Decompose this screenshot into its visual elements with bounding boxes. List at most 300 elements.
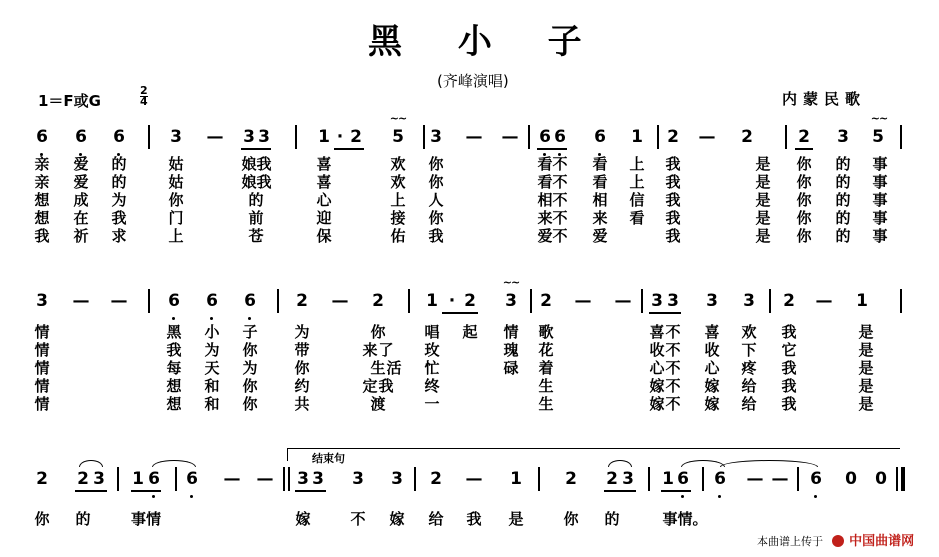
- note: —: [110, 291, 128, 311]
- note: —: [72, 291, 90, 311]
- lyric: 不: [552, 227, 568, 245]
- lyric: 你: [370, 323, 386, 341]
- note: ·: [448, 291, 456, 311]
- lyric: 不: [665, 359, 681, 377]
- note: 0: [845, 469, 857, 489]
- note: 6: [75, 127, 87, 147]
- octave-dot: [172, 317, 175, 320]
- note: 3: [505, 291, 517, 311]
- lyric: 是: [755, 155, 771, 173]
- upload-note: 本曲谱上传于: [757, 535, 823, 548]
- lyric: 心: [649, 359, 665, 377]
- lyric: 事: [872, 209, 888, 227]
- lyric: 你: [428, 155, 444, 173]
- lyric: 是: [858, 341, 874, 359]
- lyric: 不: [552, 173, 568, 191]
- site-logo[interactable]: [832, 530, 914, 549]
- note: 3: [258, 127, 270, 147]
- lyric: 给: [741, 377, 757, 395]
- lyric: 情: [503, 323, 519, 341]
- lyric: 门: [168, 209, 184, 227]
- lyric: 渡: [370, 395, 386, 413]
- octave-dot: [190, 495, 193, 498]
- lyric: 生: [370, 359, 386, 377]
- lyric: 是: [858, 395, 874, 413]
- lyric: 的: [111, 155, 127, 173]
- note: 3: [706, 291, 718, 311]
- song-origin: 内蒙民歌: [782, 90, 867, 108]
- lyric: 喜: [649, 323, 665, 341]
- lyric: 是: [858, 359, 874, 377]
- lyric: 不: [665, 377, 681, 395]
- lyric: 我: [665, 209, 681, 227]
- lyric: 上: [629, 173, 645, 191]
- note: 3: [743, 291, 755, 311]
- lyric: 我: [665, 173, 681, 191]
- note: —: [465, 127, 483, 147]
- underline-beam: [295, 490, 326, 492]
- notation-line-3: [0, 467, 939, 493]
- note: 6: [539, 127, 551, 147]
- lyric: 情: [34, 341, 50, 359]
- note: —: [206, 127, 224, 147]
- lyric: 给: [428, 510, 444, 528]
- lyric: 姑: [168, 173, 184, 191]
- lyric: 嫁: [649, 395, 665, 413]
- lyric: 你: [242, 377, 258, 395]
- lyric: 一: [424, 395, 440, 413]
- lyric: 它: [781, 341, 797, 359]
- lyric: 我: [256, 173, 272, 191]
- lyric: 嫁: [649, 377, 665, 395]
- lyric: 花: [538, 341, 554, 359]
- lyric: 你: [34, 510, 50, 528]
- barline: [900, 125, 902, 149]
- lyric: 我: [378, 377, 394, 395]
- underline-beam: [604, 490, 636, 492]
- lyric: 事: [872, 173, 888, 191]
- lyric: 上: [168, 227, 184, 245]
- note: 3: [243, 127, 255, 147]
- lyric: 喜: [704, 323, 720, 341]
- lyric: 下: [741, 341, 757, 359]
- lyric: 上: [390, 191, 406, 209]
- lyric: 是: [755, 227, 771, 245]
- barline: [295, 125, 297, 149]
- note: 2: [464, 291, 476, 311]
- note: 2: [606, 469, 618, 489]
- lyric: 想: [166, 377, 182, 395]
- note: 2: [372, 291, 384, 311]
- lyric: 生: [538, 377, 554, 395]
- barline: [528, 125, 530, 149]
- lyric: 喜: [316, 155, 332, 173]
- barline: [769, 289, 771, 313]
- note: 3: [837, 127, 849, 147]
- note: 6: [244, 291, 256, 311]
- barline: [901, 467, 905, 491]
- lyric: 我: [665, 227, 681, 245]
- lyric: 相: [592, 191, 608, 209]
- underline-beam: [537, 148, 567, 150]
- note: 5: [872, 127, 884, 147]
- lyric: 忙: [424, 359, 440, 377]
- lyric: 歌: [538, 323, 554, 341]
- lyric: 娘: [241, 155, 257, 173]
- note: 2: [430, 469, 442, 489]
- lyric: 你: [428, 209, 444, 227]
- note: —: [815, 291, 833, 311]
- note: 6: [186, 469, 198, 489]
- note: 3: [352, 469, 364, 489]
- note: —: [331, 291, 349, 311]
- song-title: 黑 小 子: [368, 22, 604, 62]
- key-signature: 1＝F或G: [38, 92, 101, 110]
- barline: [900, 289, 902, 313]
- underline-beam: [661, 490, 691, 492]
- lyric: 事: [872, 155, 888, 173]
- lyric: 我: [781, 395, 797, 413]
- lyric: 的: [75, 510, 91, 528]
- barline: [896, 467, 898, 491]
- lyric: 来: [592, 209, 608, 227]
- note: 3: [36, 291, 48, 311]
- note: 2: [296, 291, 308, 311]
- note: 3: [430, 127, 442, 147]
- note: 1: [510, 469, 522, 489]
- note: 6: [113, 127, 125, 147]
- barline: [148, 125, 150, 149]
- lyric: 想: [34, 209, 50, 227]
- barline: [175, 467, 177, 491]
- lyric: 看: [629, 209, 645, 227]
- lyric: 不: [665, 341, 681, 359]
- note: 2: [77, 469, 89, 489]
- lyric: 是: [755, 173, 771, 191]
- lyric: 佑: [390, 227, 406, 245]
- lyric: 是: [755, 191, 771, 209]
- lyric: 求: [111, 227, 127, 245]
- lyric: 嫁: [704, 377, 720, 395]
- barline: [648, 467, 650, 491]
- lyric: 人: [428, 191, 444, 209]
- lyric: 的: [835, 191, 851, 209]
- barline: [288, 467, 290, 491]
- barline: [277, 289, 279, 313]
- note: —: [698, 127, 716, 147]
- lyric: 给: [741, 395, 757, 413]
- note: —: [465, 469, 483, 489]
- lyric: 欢: [741, 323, 757, 341]
- underline-beam: [795, 148, 813, 150]
- barline: [785, 125, 787, 149]
- note: 2: [36, 469, 48, 489]
- lyric: 收: [704, 341, 720, 359]
- underline-beam: [131, 490, 161, 492]
- lyric: 带: [294, 341, 310, 359]
- note: 2: [350, 127, 362, 147]
- lyric: 爱: [537, 227, 553, 245]
- barline: [641, 289, 643, 313]
- lyric: 为: [294, 323, 310, 341]
- lyric: 爱: [73, 173, 89, 191]
- lyric: 碌: [503, 359, 519, 377]
- note: 2: [565, 469, 577, 489]
- lyric: 我: [166, 341, 182, 359]
- tie-slur: [608, 460, 632, 467]
- lyric: 事: [872, 227, 888, 245]
- notation-line-1: [0, 125, 939, 151]
- lyric: 的: [835, 209, 851, 227]
- note: 1: [132, 469, 144, 489]
- lyric: 是: [508, 510, 524, 528]
- note: 3: [297, 469, 309, 489]
- lyric: 相: [537, 191, 553, 209]
- trill-mark: ~~: [502, 276, 520, 289]
- lyric: 看: [592, 173, 608, 191]
- lyric: 亲: [34, 155, 50, 173]
- barline: [657, 125, 659, 149]
- lyric: 的: [835, 173, 851, 191]
- barline: [408, 289, 410, 313]
- lyric: 的: [835, 227, 851, 245]
- lyric: 你: [294, 359, 310, 377]
- note: ·: [336, 127, 344, 147]
- barline: [797, 467, 799, 491]
- lyric: 你: [796, 209, 812, 227]
- note: 5: [392, 127, 404, 147]
- note: 1: [426, 291, 438, 311]
- note: —: [223, 469, 241, 489]
- underline-beam: [442, 312, 478, 314]
- note: 1: [662, 469, 674, 489]
- lyric: 情: [34, 359, 50, 377]
- lyric: 不: [350, 510, 366, 528]
- note: 3: [93, 469, 105, 489]
- lyric: 不: [665, 323, 681, 341]
- lyric: 事情。: [662, 510, 708, 528]
- note: 6: [168, 291, 180, 311]
- lyric: 情: [34, 395, 50, 413]
- lyric: 子: [242, 323, 258, 341]
- tie-slur: [720, 460, 818, 467]
- note: 3: [667, 291, 679, 311]
- time-signature: 2 4: [140, 84, 148, 108]
- lyric: 的: [248, 191, 264, 209]
- barline: [414, 467, 416, 491]
- note: —: [771, 469, 789, 489]
- lyric: 的: [604, 510, 620, 528]
- lyric: 我: [665, 155, 681, 173]
- lyric: 玫: [424, 341, 440, 359]
- lyric: 你: [428, 173, 444, 191]
- note: 2: [783, 291, 795, 311]
- tie-slur: [152, 460, 196, 467]
- lyric: 情: [34, 377, 50, 395]
- lyric: 来: [537, 209, 553, 227]
- lyric: 我: [466, 510, 482, 528]
- lyric: 为: [242, 359, 258, 377]
- barline: [148, 289, 150, 313]
- lyric: 我: [256, 155, 272, 173]
- note: 6: [554, 127, 566, 147]
- note: 2: [540, 291, 552, 311]
- lyric: 瑰: [503, 341, 519, 359]
- note: 2: [741, 127, 753, 147]
- note: 1: [856, 291, 868, 311]
- lyric: 你: [796, 191, 812, 209]
- lyric: 看: [537, 155, 553, 173]
- note: —: [574, 291, 592, 311]
- lyric: 是: [755, 209, 771, 227]
- lyric: 成: [73, 191, 89, 209]
- lyric: 欢: [390, 173, 406, 191]
- lyric: 共: [294, 395, 310, 413]
- underline-beam: [241, 148, 271, 150]
- barline: [538, 467, 540, 491]
- site-logo-icon: [832, 535, 844, 547]
- lyric: 生: [538, 395, 554, 413]
- note: 3: [622, 469, 634, 489]
- lyric: 不: [552, 209, 568, 227]
- lyric: 不: [665, 395, 681, 413]
- lyric: 嫁: [389, 510, 405, 528]
- lyric: 每: [166, 359, 182, 377]
- lyric: 为: [204, 341, 220, 359]
- lyric: 嫁: [295, 510, 311, 528]
- lyric: 迎: [316, 209, 332, 227]
- lyric: 苍: [248, 227, 264, 245]
- lyric: 定: [362, 377, 378, 395]
- underline-beam: [334, 148, 364, 150]
- lyric: 收: [649, 341, 665, 359]
- lyric: 嫁: [704, 395, 720, 413]
- lyric: 你: [168, 191, 184, 209]
- note: 6: [206, 291, 218, 311]
- lyric: 想: [166, 395, 182, 413]
- barline: [702, 467, 704, 491]
- octave-dot: [152, 495, 155, 498]
- note: 1: [631, 127, 643, 147]
- lyric: 看: [592, 155, 608, 173]
- lyric: 的: [835, 155, 851, 173]
- note: 2: [667, 127, 679, 147]
- lyric: 想: [34, 191, 50, 209]
- notation-line-2: [0, 289, 939, 315]
- barline: [530, 289, 532, 313]
- singer-credit: (齐峰演唱): [437, 72, 509, 90]
- lyric: 是: [858, 377, 874, 395]
- lyric: 来: [362, 341, 378, 359]
- lyric: 看: [537, 173, 553, 191]
- ending-label: 结束句: [312, 452, 345, 465]
- lyric: 祈: [73, 227, 89, 245]
- lyric: 我: [428, 227, 444, 245]
- lyric: 和: [204, 377, 220, 395]
- site-logo-text: 中国曲谱网: [849, 534, 915, 549]
- barline: [423, 125, 425, 149]
- lyric: 是: [858, 323, 874, 341]
- lyric: 心: [316, 191, 332, 209]
- lyric: 事: [872, 191, 888, 209]
- octave-dot: [814, 495, 817, 498]
- lyric: 上: [629, 155, 645, 173]
- underline-beam: [649, 312, 681, 314]
- note: 3: [170, 127, 182, 147]
- note: —: [746, 469, 764, 489]
- lyric: 欢: [390, 155, 406, 173]
- barline: [117, 467, 119, 491]
- octave-dot: [210, 317, 213, 320]
- lyric: 爱: [73, 155, 89, 173]
- lyric: 和: [204, 395, 220, 413]
- underline-beam: [75, 490, 107, 492]
- lyric: 的: [111, 173, 127, 191]
- lyric: 姑: [168, 155, 184, 173]
- barline: [283, 467, 285, 491]
- tie-slur: [681, 460, 725, 467]
- note: 3: [651, 291, 663, 311]
- lyric: 信: [629, 191, 645, 209]
- lyric: 前: [248, 209, 264, 227]
- lyric: 我: [34, 227, 50, 245]
- lyric: 疼: [741, 359, 757, 377]
- lyric: 小: [204, 323, 220, 341]
- lyric: 活: [386, 359, 402, 377]
- note: —: [614, 291, 632, 311]
- lyric: 不: [552, 191, 568, 209]
- note: 6: [810, 469, 822, 489]
- lyric: 在: [73, 209, 89, 227]
- lyric: 心: [704, 359, 720, 377]
- lyric: 亲: [34, 173, 50, 191]
- note: 6: [594, 127, 606, 147]
- note: 6: [677, 469, 689, 489]
- note: —: [256, 469, 274, 489]
- note: 1: [318, 127, 330, 147]
- lyric: 唱: [424, 323, 440, 341]
- note: 3: [312, 469, 324, 489]
- note: 6: [36, 127, 48, 147]
- tie-slur: [79, 460, 103, 467]
- lyric: 我: [665, 191, 681, 209]
- lyric: 我: [781, 359, 797, 377]
- lyric: 为: [111, 191, 127, 209]
- octave-dot: [248, 317, 251, 320]
- lyric: 娘: [241, 173, 257, 191]
- lyric: 你: [796, 173, 812, 191]
- lyric: 情: [34, 323, 50, 341]
- lyric: 终: [424, 377, 440, 395]
- lyric: 爱: [592, 227, 608, 245]
- lyric: 你: [796, 155, 812, 173]
- note: 3: [391, 469, 403, 489]
- lyric: 起: [462, 323, 478, 341]
- lyric: 你: [242, 395, 258, 413]
- lyric: 你: [563, 510, 579, 528]
- lyric: 天: [204, 359, 220, 377]
- lyric: 黑: [166, 323, 182, 341]
- note: —: [501, 127, 519, 147]
- octave-dot: [718, 495, 721, 498]
- octave-dot: [681, 495, 684, 498]
- note: 2: [798, 127, 810, 147]
- lyric: 了: [378, 341, 394, 359]
- lyric: 不: [552, 155, 568, 173]
- note: 0: [875, 469, 887, 489]
- ending-bracket: [287, 448, 900, 461]
- lyric: 事情: [130, 510, 162, 528]
